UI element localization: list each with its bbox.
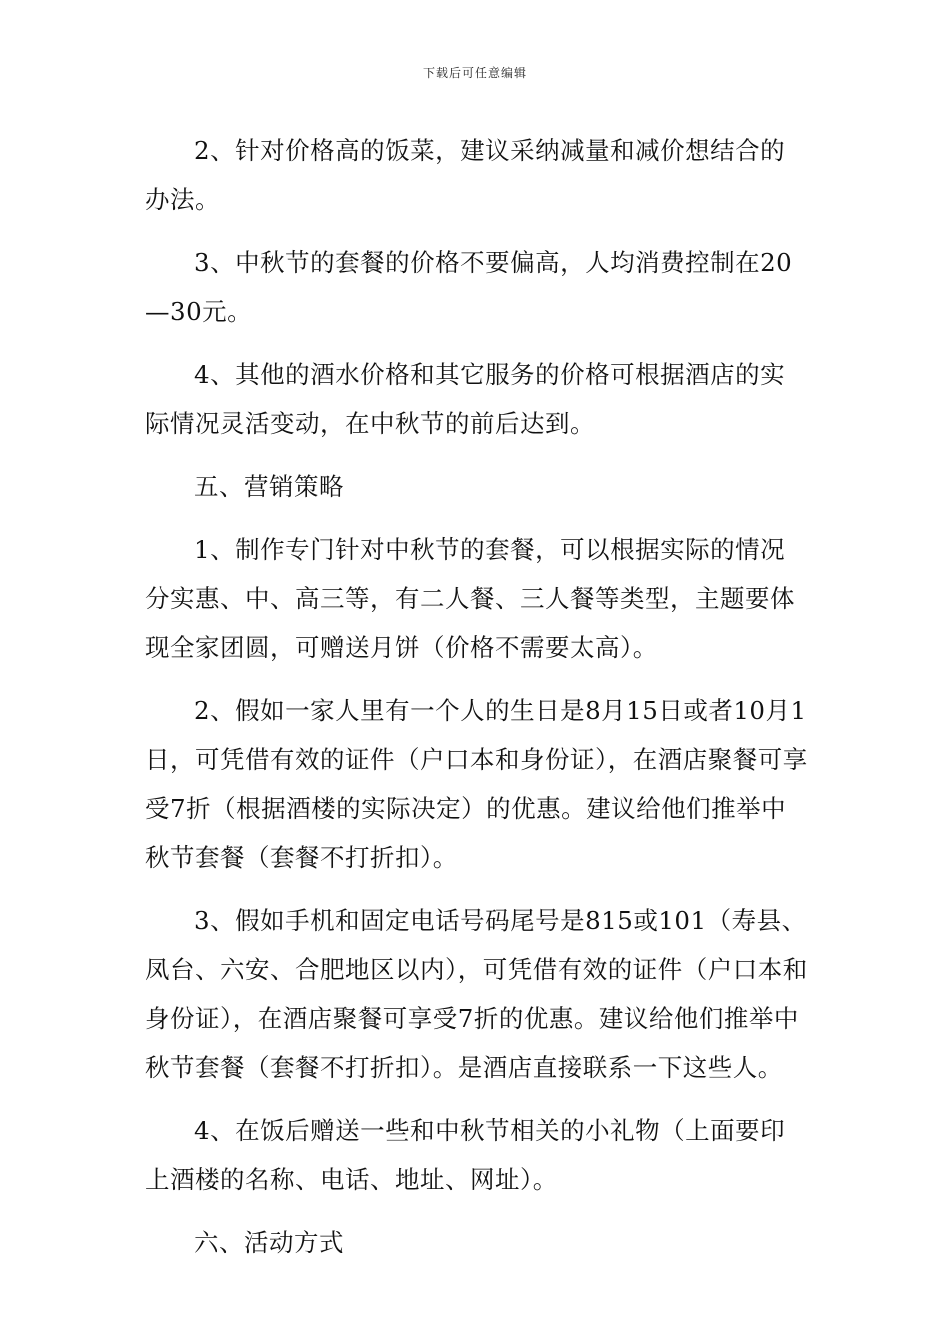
paragraph-price-item-2: 2、针对价格高的饭菜，建议采纳减量和减价想结合的办法。 (145, 136, 786, 214)
page-header: 下载后可任意编辑 (422, 66, 527, 80)
paragraph-marketing-item-1: 1、制作专门针对中秋节的套餐，可以根据实际的情况分实惠、中、高三等，有二人餐、三人餐等类型，主题要体现全家团圆，可赠送月饼（价格不需要太高）。 (145, 535, 795, 662)
section-heading-marketing: 五、营销策略 (194, 472, 344, 501)
paragraph-marketing-item-4: 4、在饭后赠送一些和中秋节相关的小礼物（上面要印上酒楼的名称、电话、地址、网址）。 (145, 1116, 786, 1194)
section-heading-activity: 六、活动方式 (194, 1228, 344, 1257)
document-body (145, 126, 810, 1281)
paragraph-price-item-3: 3、中秋节的套餐的价格不要偏高，人均消费控制在20—30元。 (145, 248, 793, 326)
paragraph-price-item-4: 4、其他的酒水价格和其它服务的价格可根据酒店的实际情况灵活变动，在中秋节的前后达到。 (145, 360, 786, 438)
paragraph-marketing-item-2: 2、假如一家人里有一个人的生日是8月15日或者10月1日，可凭借有效的证件（户口本和身份证），在酒店聚餐可享受7折（根据酒楼的实际决定）的优惠。建议给他们推举中秋节套餐（套餐不打折扣）。 (145, 696, 808, 872)
paragraph-marketing-item-3: 3、假如手机和固定电话号码尾号是815或101（寿县、凤台、六安、合肥地区以内），可凭借有效的证件（户口本和身份证），在酒店聚餐可享受7折的优惠。建议给他们推举中秋节套餐（套餐不打折扣）。是酒店直接联系一下这些人。 (145, 906, 808, 1082)
